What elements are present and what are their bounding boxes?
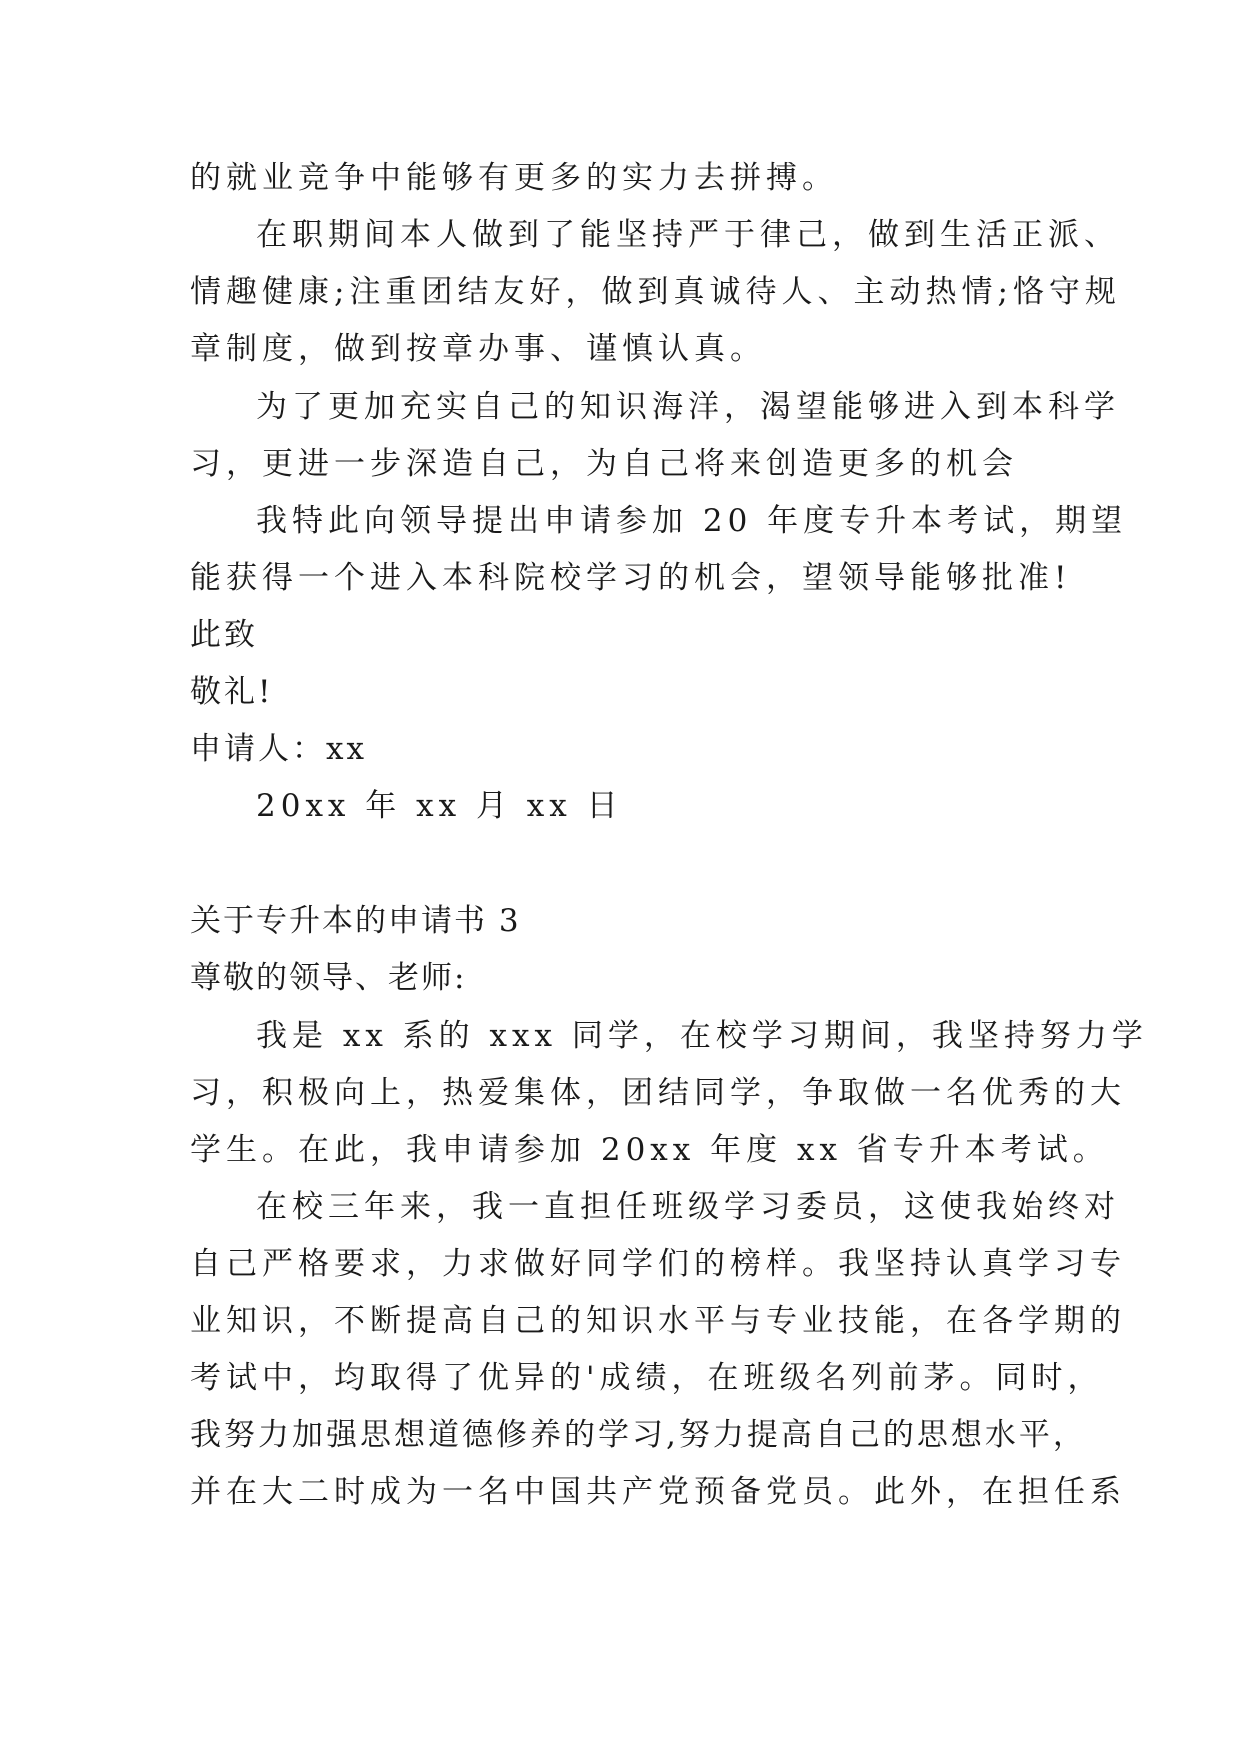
text-line: 情趣健康;注重团结友好，做到真诚待人、主动热情;恪守规	[190, 274, 1121, 310]
text-line: 在校三年来，我一直担任班级学习委员，这使我始终对	[256, 1189, 1120, 1225]
text-line: 能获得一个进入本科院校学习的机会，望领导能够批准!	[190, 560, 1072, 596]
text-line: 业知识，不断提高自己的知识水平与专业技能，在各学期的	[190, 1303, 1126, 1339]
date-line: 20xx 年 xx 月 xx 日	[256, 788, 623, 824]
text-line: 在职期间本人做到了能坚持严于律己，做到生活正派、	[256, 217, 1120, 253]
text-line: 我是 xx 系的 xxx 同学，在校学习期间，我坚持努力学	[256, 1018, 1148, 1054]
salutation-closing: 此致	[190, 617, 258, 653]
text-line: 习，积极向上，热爱集体，团结同学，争取做一名优秀的大	[190, 1075, 1126, 1111]
text-line: 我努力加强思想道德修养的学习,努力提高自己的思想水平，	[190, 1417, 1087, 1453]
text-line: 考试中，均取得了优异的'成绩，在班级名列前茅。同时，	[190, 1360, 1104, 1396]
text-line: 我特此向领导提出申请参加 20 年度专升本考试，期望	[256, 503, 1128, 539]
applicant-line: 申请人：xx	[190, 731, 367, 767]
text-line: 为了更加充实自己的知识海洋，渴望能够进入到本科学	[256, 389, 1120, 425]
salutation-regards: 敬礼!	[190, 674, 274, 710]
greeting-line: 尊敬的领导、老师:	[190, 960, 467, 996]
text-line: 学生。在此，我申请参加 20xx 年度 xx 省专升本考试。	[190, 1132, 1109, 1168]
section-title: 关于专升本的申请书 3	[190, 903, 521, 939]
text-line: 并在大二时成为一名中国共产党预备党员。此外，在担任系	[190, 1474, 1126, 1510]
text-line: 习，更进一步深造自己，为自己将来创造更多的机会	[190, 446, 1018, 482]
text-line: 的就业竞争中能够有更多的实力去拼搏。	[190, 160, 838, 196]
text-line: 章制度，做到按章办事、谨慎认真。	[190, 331, 766, 367]
text-line: 自己严格要求，力求做好同学们的榜样。我坚持认真学习专	[190, 1246, 1126, 1282]
